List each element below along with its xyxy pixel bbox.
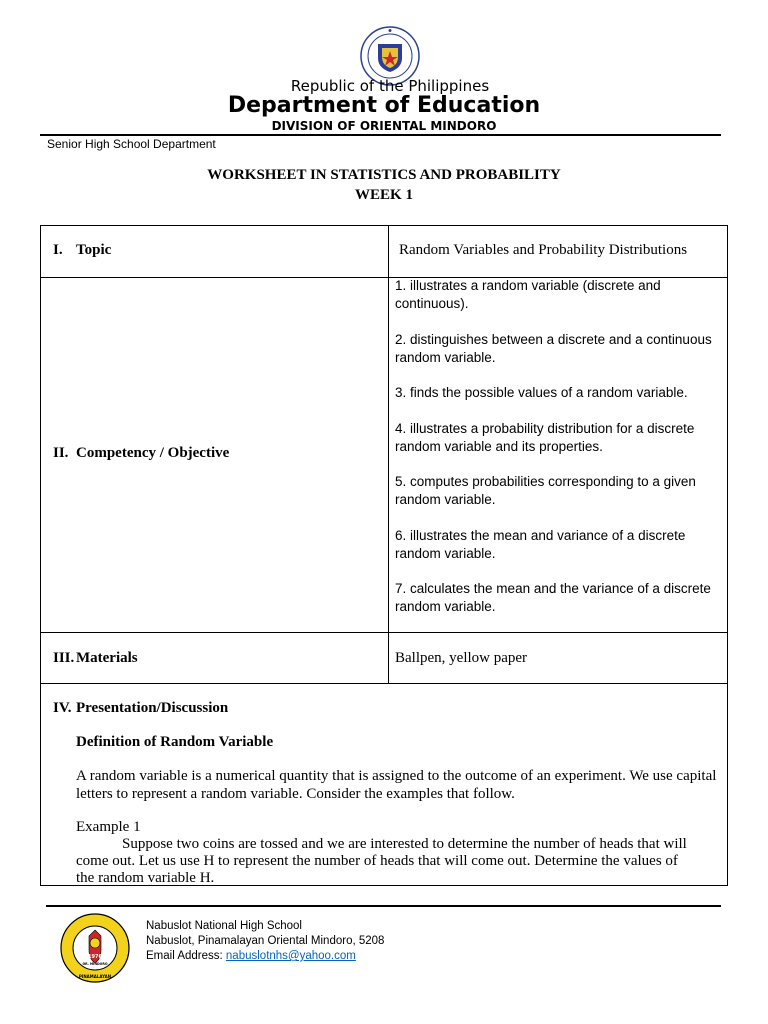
example-label: Example 1: [76, 819, 141, 835]
shs-department-label: Senior High School Department: [47, 137, 216, 151]
presentation-row-number: IV.: [53, 700, 72, 716]
competency-item: 7. calculates the mean and the variance of a discrete random variable.: [395, 581, 711, 614]
logo-region: OR. MINDORO: [82, 962, 108, 966]
footer-address: Nabuslot, Pinamalayan Oriental Mindoro, 5208: [146, 935, 385, 947]
competency-list: [395, 277, 725, 634]
example-text-line: Suppose two coins are tossed and we are interested to determine the number of heads that will: [122, 836, 687, 852]
table-row-divider: [41, 683, 727, 684]
competency-item: 2. distinguishes between a discrete and a continuous random variable.: [395, 331, 712, 365]
competency-item: 5. computes probabilities corresponding to a given random variable.: [395, 474, 696, 507]
worksheet-week: WEEK 1: [355, 187, 413, 203]
presentation-paragraph: A random variable is a numerical quantity that is assigned to the outcome of an experiment. We use capital letters to represent a random variable. Consider the examples that follow.: [76, 768, 717, 802]
table-column-divider: [388, 226, 389, 683]
topic-row-label: Topic: [76, 242, 112, 258]
republic-heading: Republic of the Philippines: [290, 77, 490, 95]
header-rule: [40, 134, 721, 136]
division-heading: DIVISION OF ORIENTAL MINDORO: [271, 119, 497, 133]
example-text-line: come out. Let us use H to represent the number of heads that will come out. Determine the values of: [76, 853, 678, 869]
logo-year: 1976: [88, 954, 102, 960]
example-text-line: the random variable H.: [76, 870, 215, 886]
worksheet-title: WORKSHEET IN STATISTICS AND PROBABILITY: [207, 167, 561, 183]
competency-item: 3. finds the possible values of a random variable.: [395, 385, 688, 400]
footer-school-name: Nabuslot National High School: [146, 920, 302, 932]
competency-row-label: Competency / Objective: [76, 445, 230, 461]
footer-email-line: [146, 949, 384, 964]
competency-item: 4. illustrates a probability distribution for a discrete random variable and its properties.: [395, 420, 695, 454]
school-logo: [60, 913, 130, 983]
department-heading: Department of Education: [227, 93, 541, 118]
presentation-subheading: Definition of Random Variable: [76, 734, 274, 750]
competency-row-number: II.: [53, 445, 69, 461]
competency-item: 6. illustrates the mean and variance of a discrete random variable.: [395, 527, 686, 561]
materials-row-label: Materials: [76, 650, 138, 666]
logo-place: PINAMALAYAN: [78, 974, 112, 979]
footer-contact: [146, 919, 384, 964]
footer-email-link[interactable]: nabuslotnhs@yahoo.com: [225, 950, 356, 962]
footer-rule: [46, 905, 721, 907]
topic-row-number: I.: [53, 242, 63, 258]
presentation-row-label: Presentation/Discussion: [76, 700, 229, 716]
materials-value: Ballpen, yellow paper: [395, 650, 528, 666]
worksheet-table: [40, 225, 728, 886]
footer-email-label: Email Address:: [146, 950, 226, 962]
materials-row-number: III.: [53, 650, 75, 666]
competency-item: 1. illustrates a random variable (discrete and continuous).: [395, 278, 661, 311]
topic-value: Random Variables and Probability Distributions: [399, 242, 688, 258]
